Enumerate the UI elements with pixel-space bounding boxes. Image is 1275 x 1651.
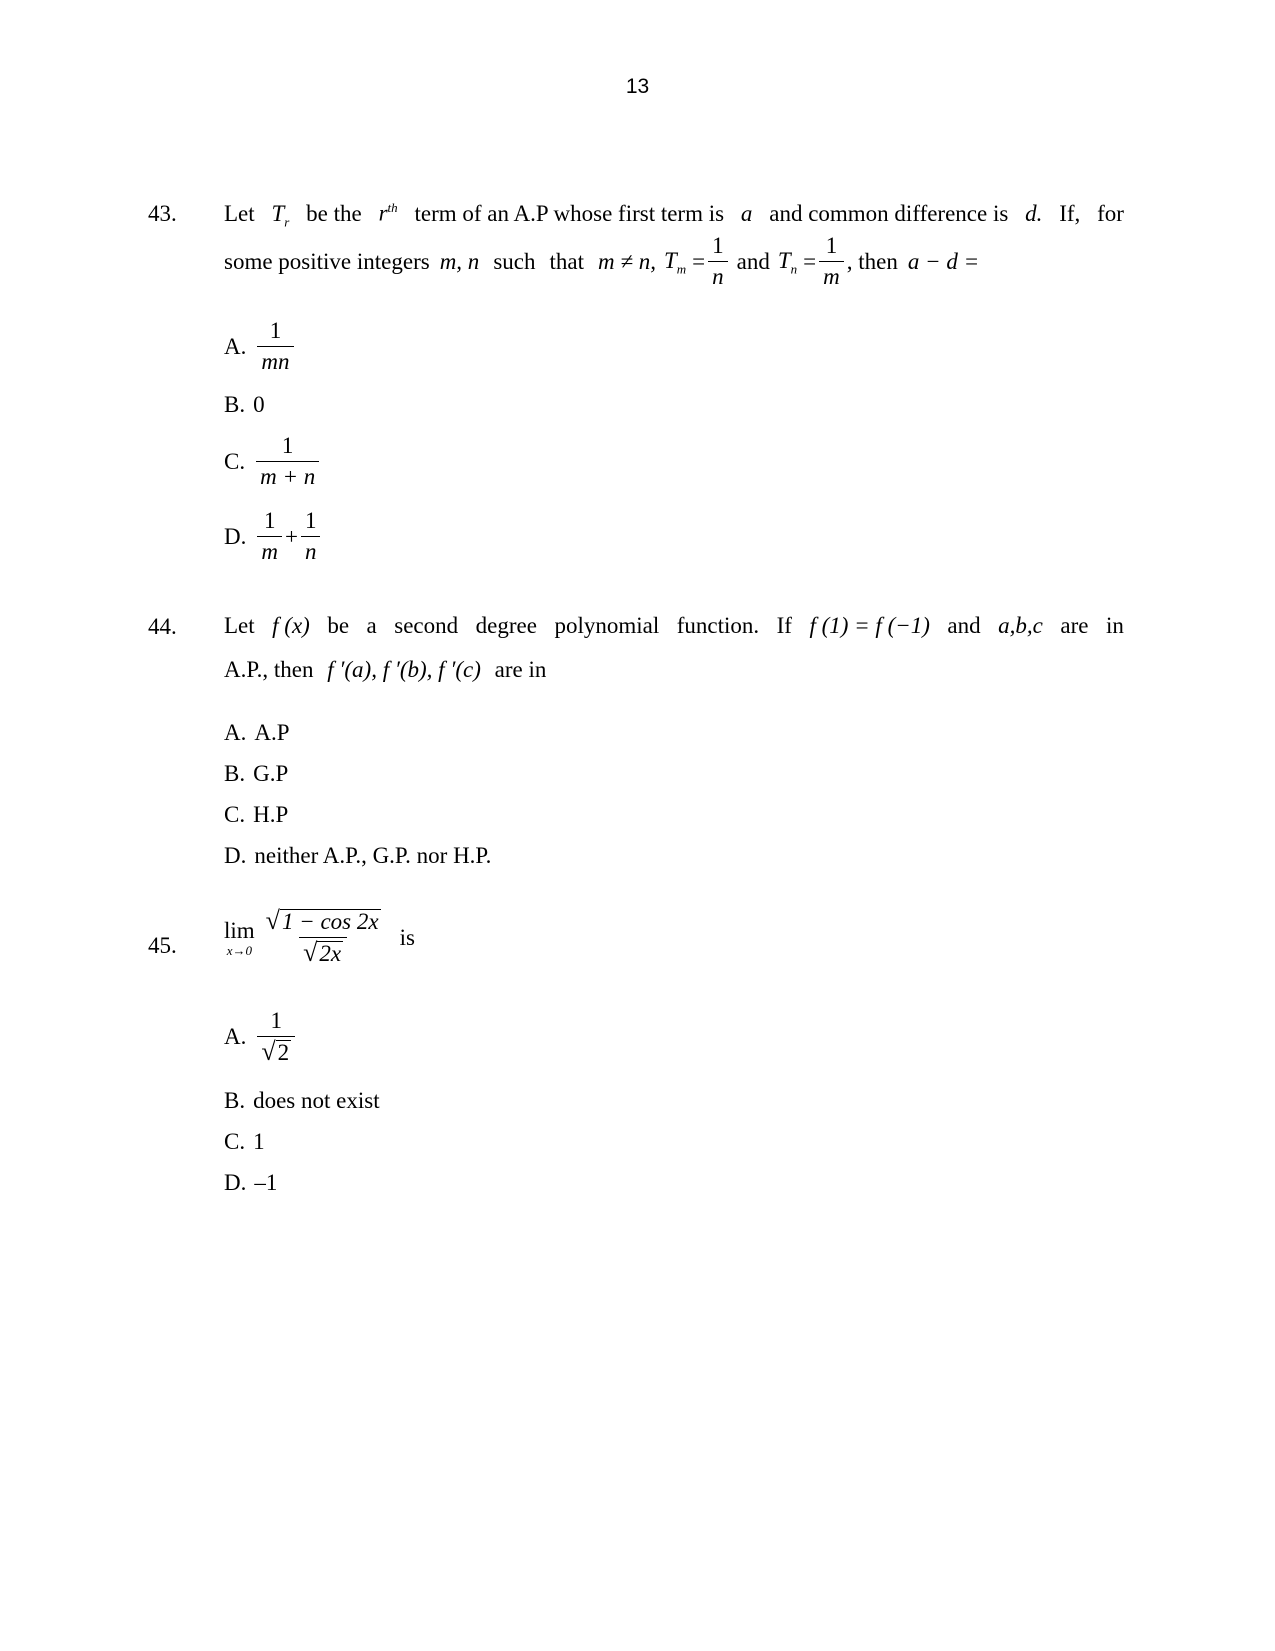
q45-option-d: D. –1: [224, 1170, 278, 1195]
word: for: [1097, 200, 1124, 226]
word: that: [549, 249, 584, 275]
m-neq-n: m ≠ n,: [597, 249, 656, 275]
q45-option-c: C. 1: [224, 1129, 265, 1154]
fraction: 1 √ 2: [257, 1008, 295, 1067]
derivative-expression: f ′(a), f ′(b), f ′(c): [327, 657, 481, 682]
word: , then: [846, 249, 898, 275]
fraction: $\frac{1}{n}$: [301, 508, 321, 566]
word: be the: [306, 200, 362, 226]
word: Let: [224, 200, 255, 226]
q43-option-c: C. $\frac{1}{m + n}$: [224, 433, 322, 491]
f-of-x: f (x): [272, 613, 310, 638]
fraction-1-over-m: $\frac{1}{m}$: [819, 233, 844, 291]
question-number-44: 44.: [148, 614, 177, 639]
f1-equals-f-minus-1: f (1) = f (−1): [809, 613, 930, 638]
var-d: d.: [1025, 200, 1043, 226]
word: If,: [1059, 200, 1081, 226]
var-r-th: $r^{th}$: [378, 200, 398, 226]
q43-option-d: D. $\frac{1}{m}$ + $\frac{1}{n}$: [224, 508, 323, 566]
q43-option-b: B. 0: [224, 392, 265, 417]
q45-expression: [224, 908, 415, 968]
fraction-1-over-n: $\frac{1}{n}$: [708, 233, 728, 291]
var-T-m: $T_m$: [663, 247, 687, 277]
q44-option-c: C. H.P: [224, 802, 289, 827]
word: and: [736, 249, 770, 275]
page-number: 13: [625, 75, 650, 98]
question-number-43: 43.: [148, 201, 177, 226]
word: is: [399, 925, 415, 951]
word: term of an A.P whose first term is: [414, 200, 725, 226]
q44-line-2: A.P., then f ′(a), f ′(b), f ′(c) are in: [224, 657, 547, 682]
limit: lim x→0: [224, 917, 255, 958]
fraction: $\frac{1}{m}$: [257, 508, 282, 566]
word: and common difference is: [769, 200, 1009, 226]
q45-option-b: B. does not exist: [224, 1088, 380, 1113]
q43-option-a: A. $\frac{1}{mn}$: [224, 318, 297, 376]
expression-a-minus-d: a − d =: [907, 249, 980, 275]
q43-line-1: [224, 201, 1124, 228]
fraction: $\frac{1}{mn}$: [257, 318, 293, 376]
q44-line-1: Let f (x) be a second degree polynomial function. If f (1) = f (−1) and a,b,c are in: [224, 613, 1124, 638]
var-T-n: $T_n$: [777, 247, 798, 277]
q45-option-a: A. 1 √ 2: [224, 1008, 298, 1067]
equals: =: [803, 249, 817, 275]
q44-option-d: D. neither A.P., G.P. nor H.P.: [224, 843, 492, 868]
q44-option-a: A. A.P: [224, 720, 290, 745]
var-mn: m, n: [439, 249, 480, 275]
a-b-c: a,b,c: [998, 613, 1043, 638]
q43-line-2: [224, 233, 979, 291]
question-number-45: 45.: [148, 933, 177, 958]
limit-fraction: √ 1 − cos 2x √ 2x: [265, 906, 379, 968]
fraction: $\frac{1}{m + n}$: [256, 433, 319, 491]
var-T-r: $T_r$: [271, 200, 290, 230]
word: some positive integers: [224, 249, 430, 275]
var-a: a: [740, 200, 753, 226]
word: such: [493, 249, 536, 275]
q44-option-b: B. G.P: [224, 761, 289, 786]
equals: =: [692, 249, 706, 275]
